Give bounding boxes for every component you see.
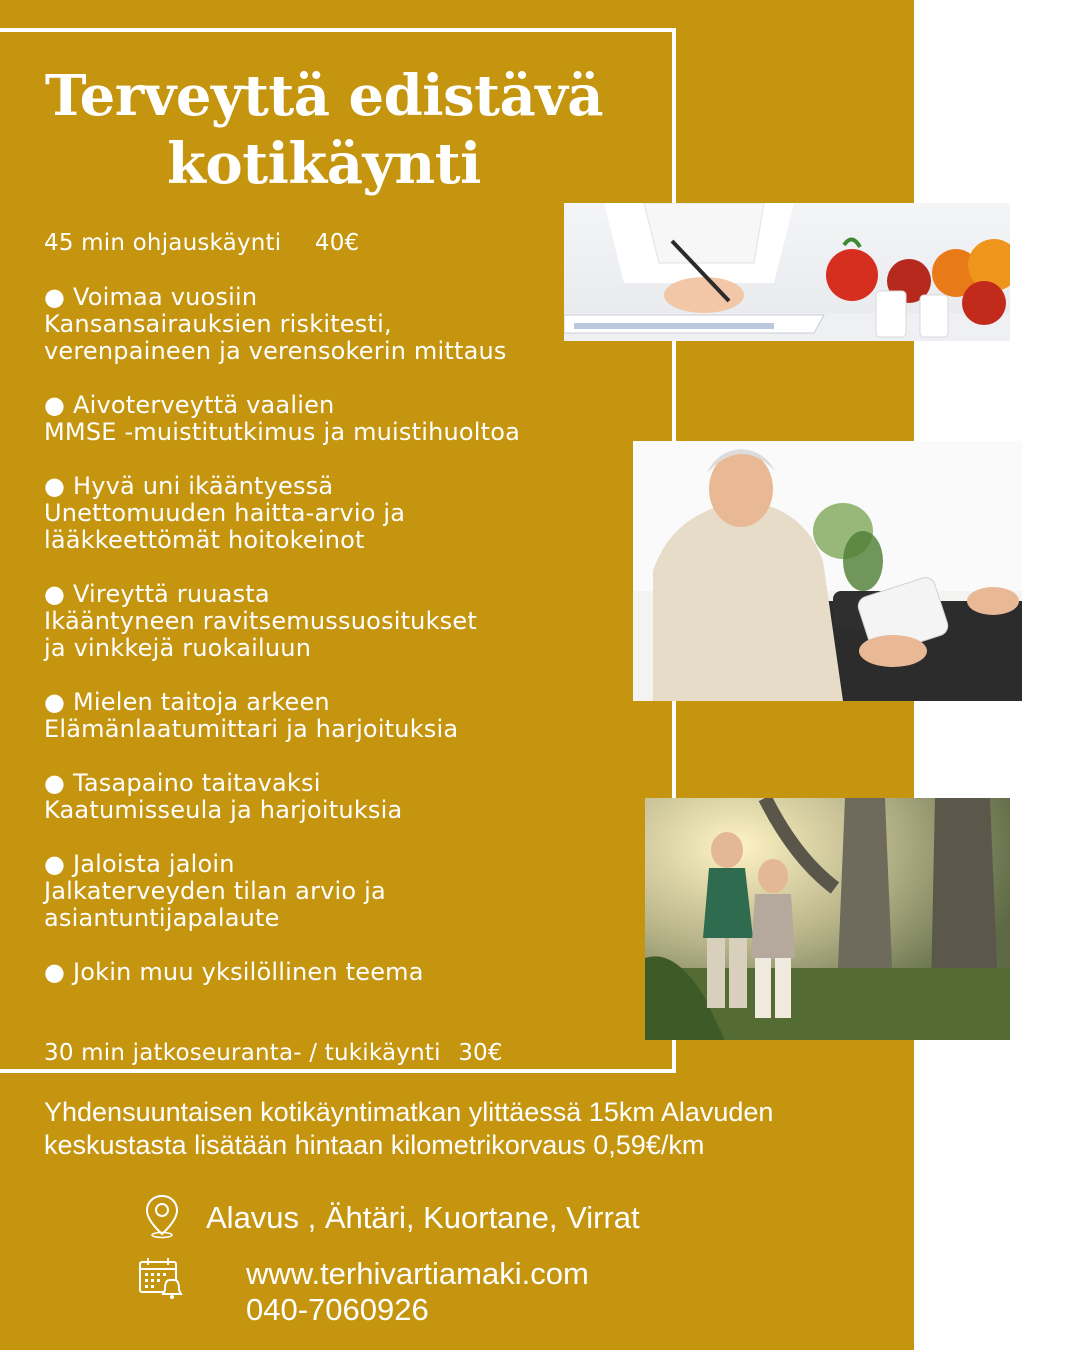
title-line-1: Terveyttä edistävä [44, 63, 604, 129]
topic-item [44, 392, 520, 446]
contact-info [246, 1256, 589, 1328]
topic-desc-line: asiantuntijapalaute [44, 904, 280, 932]
topic-item [44, 473, 405, 554]
topic-item [44, 284, 507, 365]
topic-desc-line: verenpaineen ja verensokerin mittaus [44, 337, 507, 365]
followup-visit-price-line [44, 1040, 503, 1067]
map-pin-icon [142, 1193, 182, 1239]
photo-senior-blood-pressure [633, 441, 1022, 701]
title-line-2: kotikäynti [167, 131, 481, 197]
topic-heading: ● Tasapaino taitavaksi [44, 769, 321, 797]
photo-couple-walking-park [645, 798, 1010, 1040]
followup-visit-price: 30€ [458, 1040, 503, 1066]
travel-note-line-1: Yhdensuuntaisen kotikäyntimatkan ylittäessä 15km Alavuden [44, 1097, 774, 1127]
topic-desc-line: Jalkaterveyden tilan arvio ja [44, 877, 386, 905]
topic-desc-line: Ikääntyneen ravitsemussuositukset [44, 607, 477, 635]
topic-item [44, 689, 458, 743]
topic-item [44, 959, 424, 986]
topic-heading: ● Voimaa vuosiin [44, 283, 258, 311]
topic-heading: ● Mielen taitoja arkeen [44, 688, 330, 716]
topic-item [44, 851, 386, 932]
website-link[interactable]: www.terhivartiamaki.com [246, 1256, 589, 1291]
photo-dietitian-notes [564, 203, 1010, 341]
topic-item [44, 581, 477, 662]
topic-desc-line: MMSE -muistitutkimus ja muistihuoltoa [44, 418, 521, 446]
travel-note-line-2: keskustasta lisätään hintaan kilometrikorvaus 0,59€/km [44, 1130, 705, 1160]
topic-item [44, 770, 402, 824]
followup-visit-label: 30 min jatkoseuranta- / tukikäynti [44, 1040, 441, 1066]
page-title [14, 62, 634, 198]
topic-desc-line: Kaatumisseula ja harjoituksia [44, 796, 403, 824]
topic-desc-line: lääkkeettömät hoitokeinot [44, 526, 365, 554]
main-visit-price: 40€ [314, 230, 360, 256]
phone-number: 040-7060926 [246, 1292, 429, 1327]
main-visit-price-line [44, 230, 359, 257]
calendar-bell-icon [137, 1256, 187, 1302]
topic-heading: ● Vireyttä ruuasta [44, 580, 270, 608]
topic-desc-line: ja vinkkejä ruokailuun [44, 634, 312, 662]
topic-heading: ● Jokin muu yksilöllinen teema [44, 958, 424, 986]
travel-fee-note [44, 1096, 773, 1162]
topic-desc-line: Kansansairauksien riskitesti, [44, 310, 392, 338]
main-visit-label: 45 min ohjauskäynti [44, 230, 282, 256]
topic-heading: ● Aivoterveyttä vaalien [44, 391, 335, 419]
topic-heading: ● Hyvä uni ikääntyessä [44, 472, 334, 500]
topic-heading: ● Jaloista jaloin [44, 850, 235, 878]
topic-desc-line: Unettomuuden haitta-arvio ja [44, 499, 406, 527]
topic-desc-line: Elämänlaatumittari ja harjoituksia [44, 715, 459, 743]
service-locations: Alavus , Ähtäri, Kuortane, Virrat [206, 1200, 640, 1235]
